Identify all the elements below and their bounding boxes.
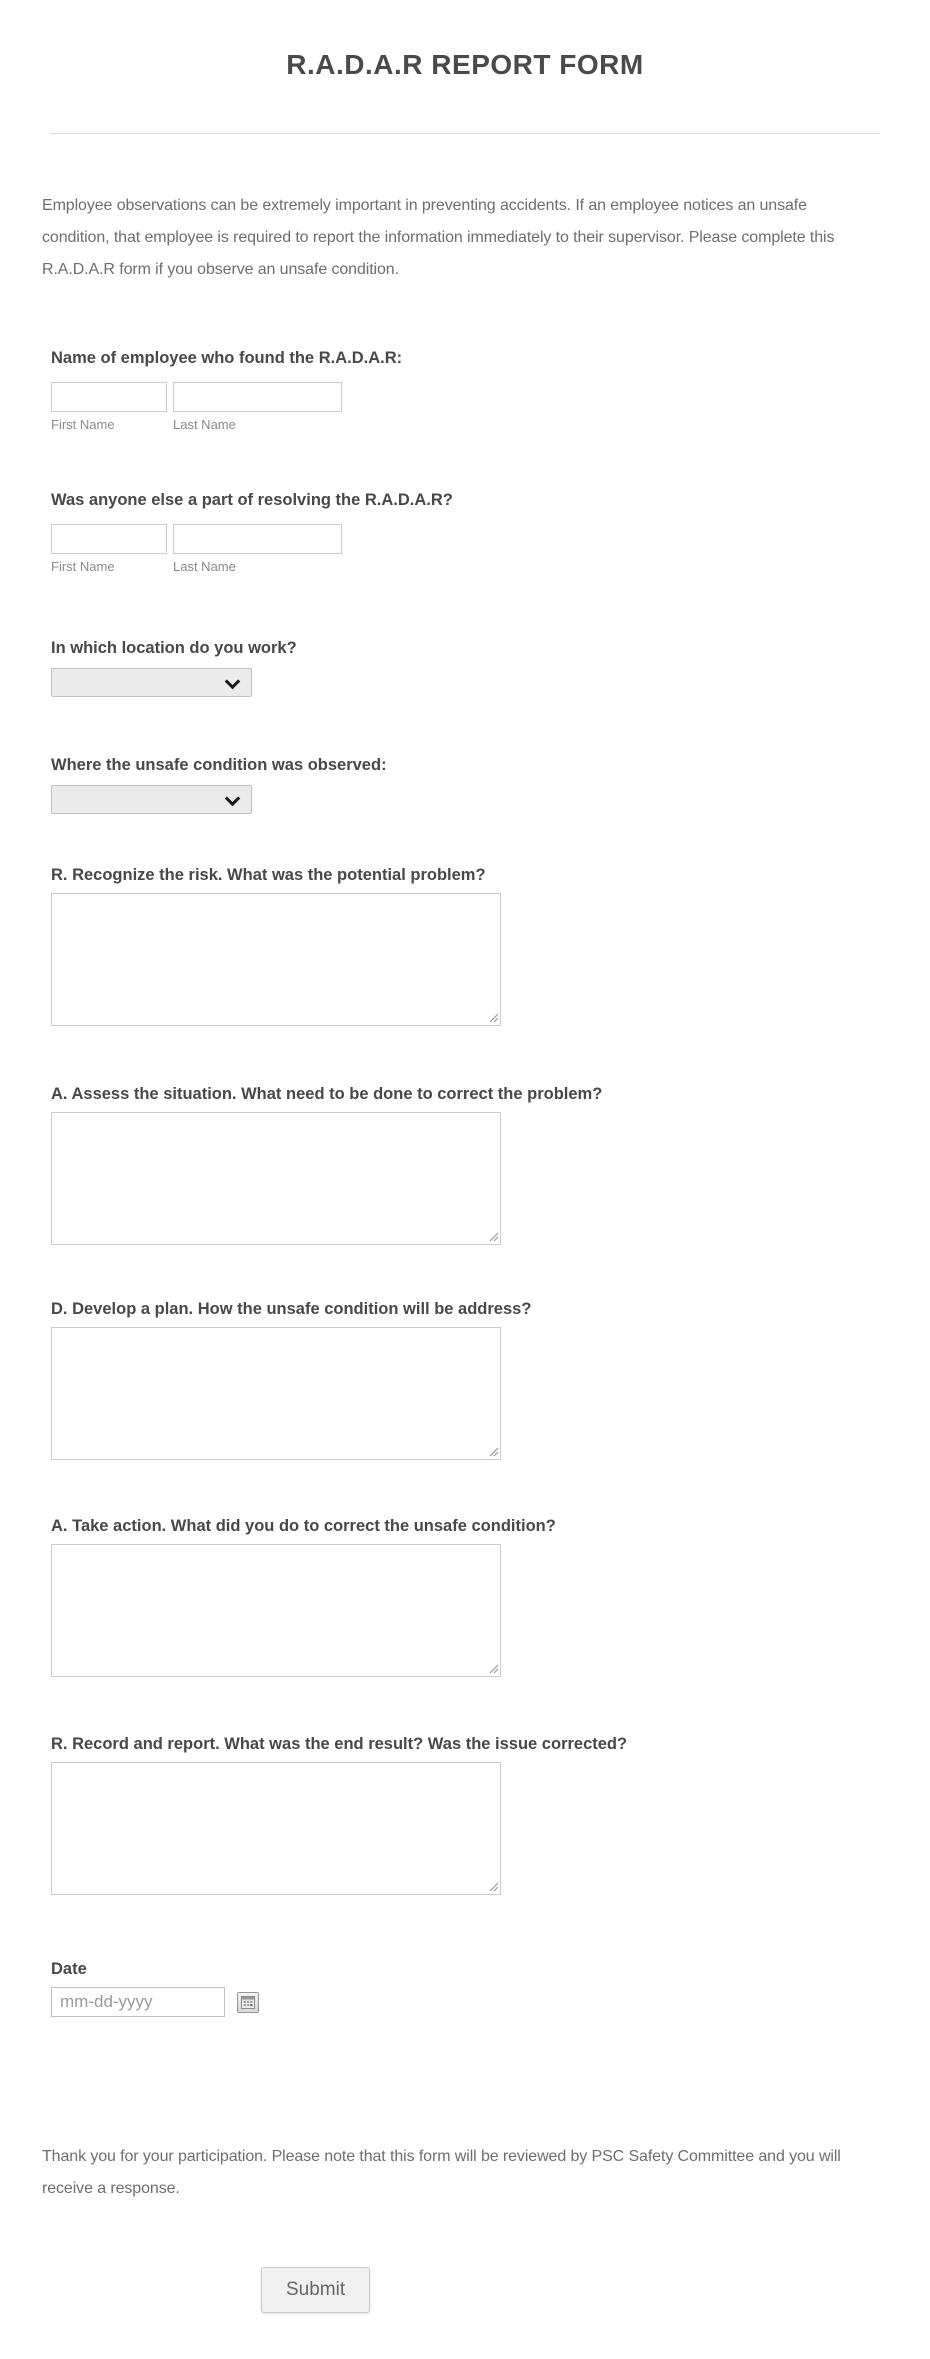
question-date [51,1959,894,2017]
resolver-last-name-input[interactable] [173,524,342,554]
last-name-sublabel: Last Name [173,559,236,574]
calendar-button[interactable] [237,1992,259,2013]
found-first-name-input[interactable] [51,382,167,412]
question-develop [51,1299,894,1460]
name-fields-row [51,382,894,432]
question-take-action [51,1516,894,1677]
question-resolver-name-label: Was anyone else a part of resolving the R.A.D.A.R? [51,491,453,509]
title-divider [50,133,880,134]
observed-location-select[interactable] [51,785,252,814]
found-last-name-input[interactable] [173,382,342,412]
resize-handle-icon[interactable] [488,1012,499,1023]
select-row [51,668,894,697]
textarea-wrap [51,1762,501,1895]
intro-text: Employee observations can be extremely important in preventing accidents. If an employee notices an unsafe condition, that employee is required to report the information immediately to their supervisor. Please complete this R.A.D.A.R form if you observe an unsafe condition. [42,197,835,278]
name-fields-row [51,524,894,574]
first-name-col [51,524,167,574]
recognize-textarea[interactable] [51,893,501,1026]
last-name-sublabel: Last Name [173,417,236,432]
question-observed-location-label: Where the unsafe condition was observed: [51,756,387,774]
question-date-label: Date [51,1960,87,1978]
question-found-name-label: Name of employee who found the R.A.D.A.R: [51,349,403,367]
submit-button[interactable]: Submit [261,2267,370,2313]
work-location-select-wrap [51,668,252,697]
question-assess-label: A. Assess the situation. What need to be done to correct the problem? [51,1085,603,1103]
calendar-icon [241,1996,255,2009]
question-found-name [51,348,894,432]
resolver-first-name-input[interactable] [51,524,167,554]
select-row [51,785,894,814]
resize-handle-icon[interactable] [488,1881,499,1892]
develop-textarea[interactable] [51,1327,501,1460]
question-observed-location [51,755,894,814]
resize-handle-icon[interactable] [488,1663,499,1674]
question-take-action-label: A. Take action. What did you do to correct the unsafe condition? [51,1517,556,1535]
last-name-col [173,382,342,432]
date-row [51,1987,894,2017]
first-name-col [51,382,167,432]
question-work-location [51,638,894,697]
assess-textarea[interactable] [51,1112,501,1245]
take-action-textarea[interactable] [51,1544,501,1677]
work-location-select[interactable] [51,668,252,697]
observed-location-select-wrap [51,785,252,814]
first-name-sublabel: First Name [51,417,115,432]
submit-row [36,2267,894,2313]
record-textarea[interactable] [51,1762,501,1895]
textarea-wrap [51,1544,501,1677]
question-work-location-label: In which location do you work? [51,639,297,657]
question-recognize-label: R. Recognize the risk. What was the potential problem? [51,866,486,884]
last-name-col [173,524,342,574]
date-input[interactable] [51,1987,225,2017]
question-develop-label: D. Develop a plan. How the unsafe condition will be address? [51,1300,532,1318]
textarea-wrap [51,1112,501,1245]
question-record [51,1734,894,1895]
question-resolver-name [51,490,894,574]
textarea-wrap [51,893,501,1026]
page-title: R.A.D.A.R REPORT FORM [286,49,644,80]
question-recognize [51,865,894,1026]
question-record-label: R. Record and report. What was the end result? Was the issue corrected? [51,1735,628,1753]
textarea-wrap [51,1327,501,1460]
outro-text: Thank you for your participation. Please note that this form will be reviewed by PSC Safety Committee and you will receive a response. [42,2148,841,2197]
first-name-sublabel: First Name [51,559,115,574]
resize-handle-icon[interactable] [488,1231,499,1242]
question-assess [51,1084,894,1245]
resize-handle-icon[interactable] [488,1446,499,1457]
